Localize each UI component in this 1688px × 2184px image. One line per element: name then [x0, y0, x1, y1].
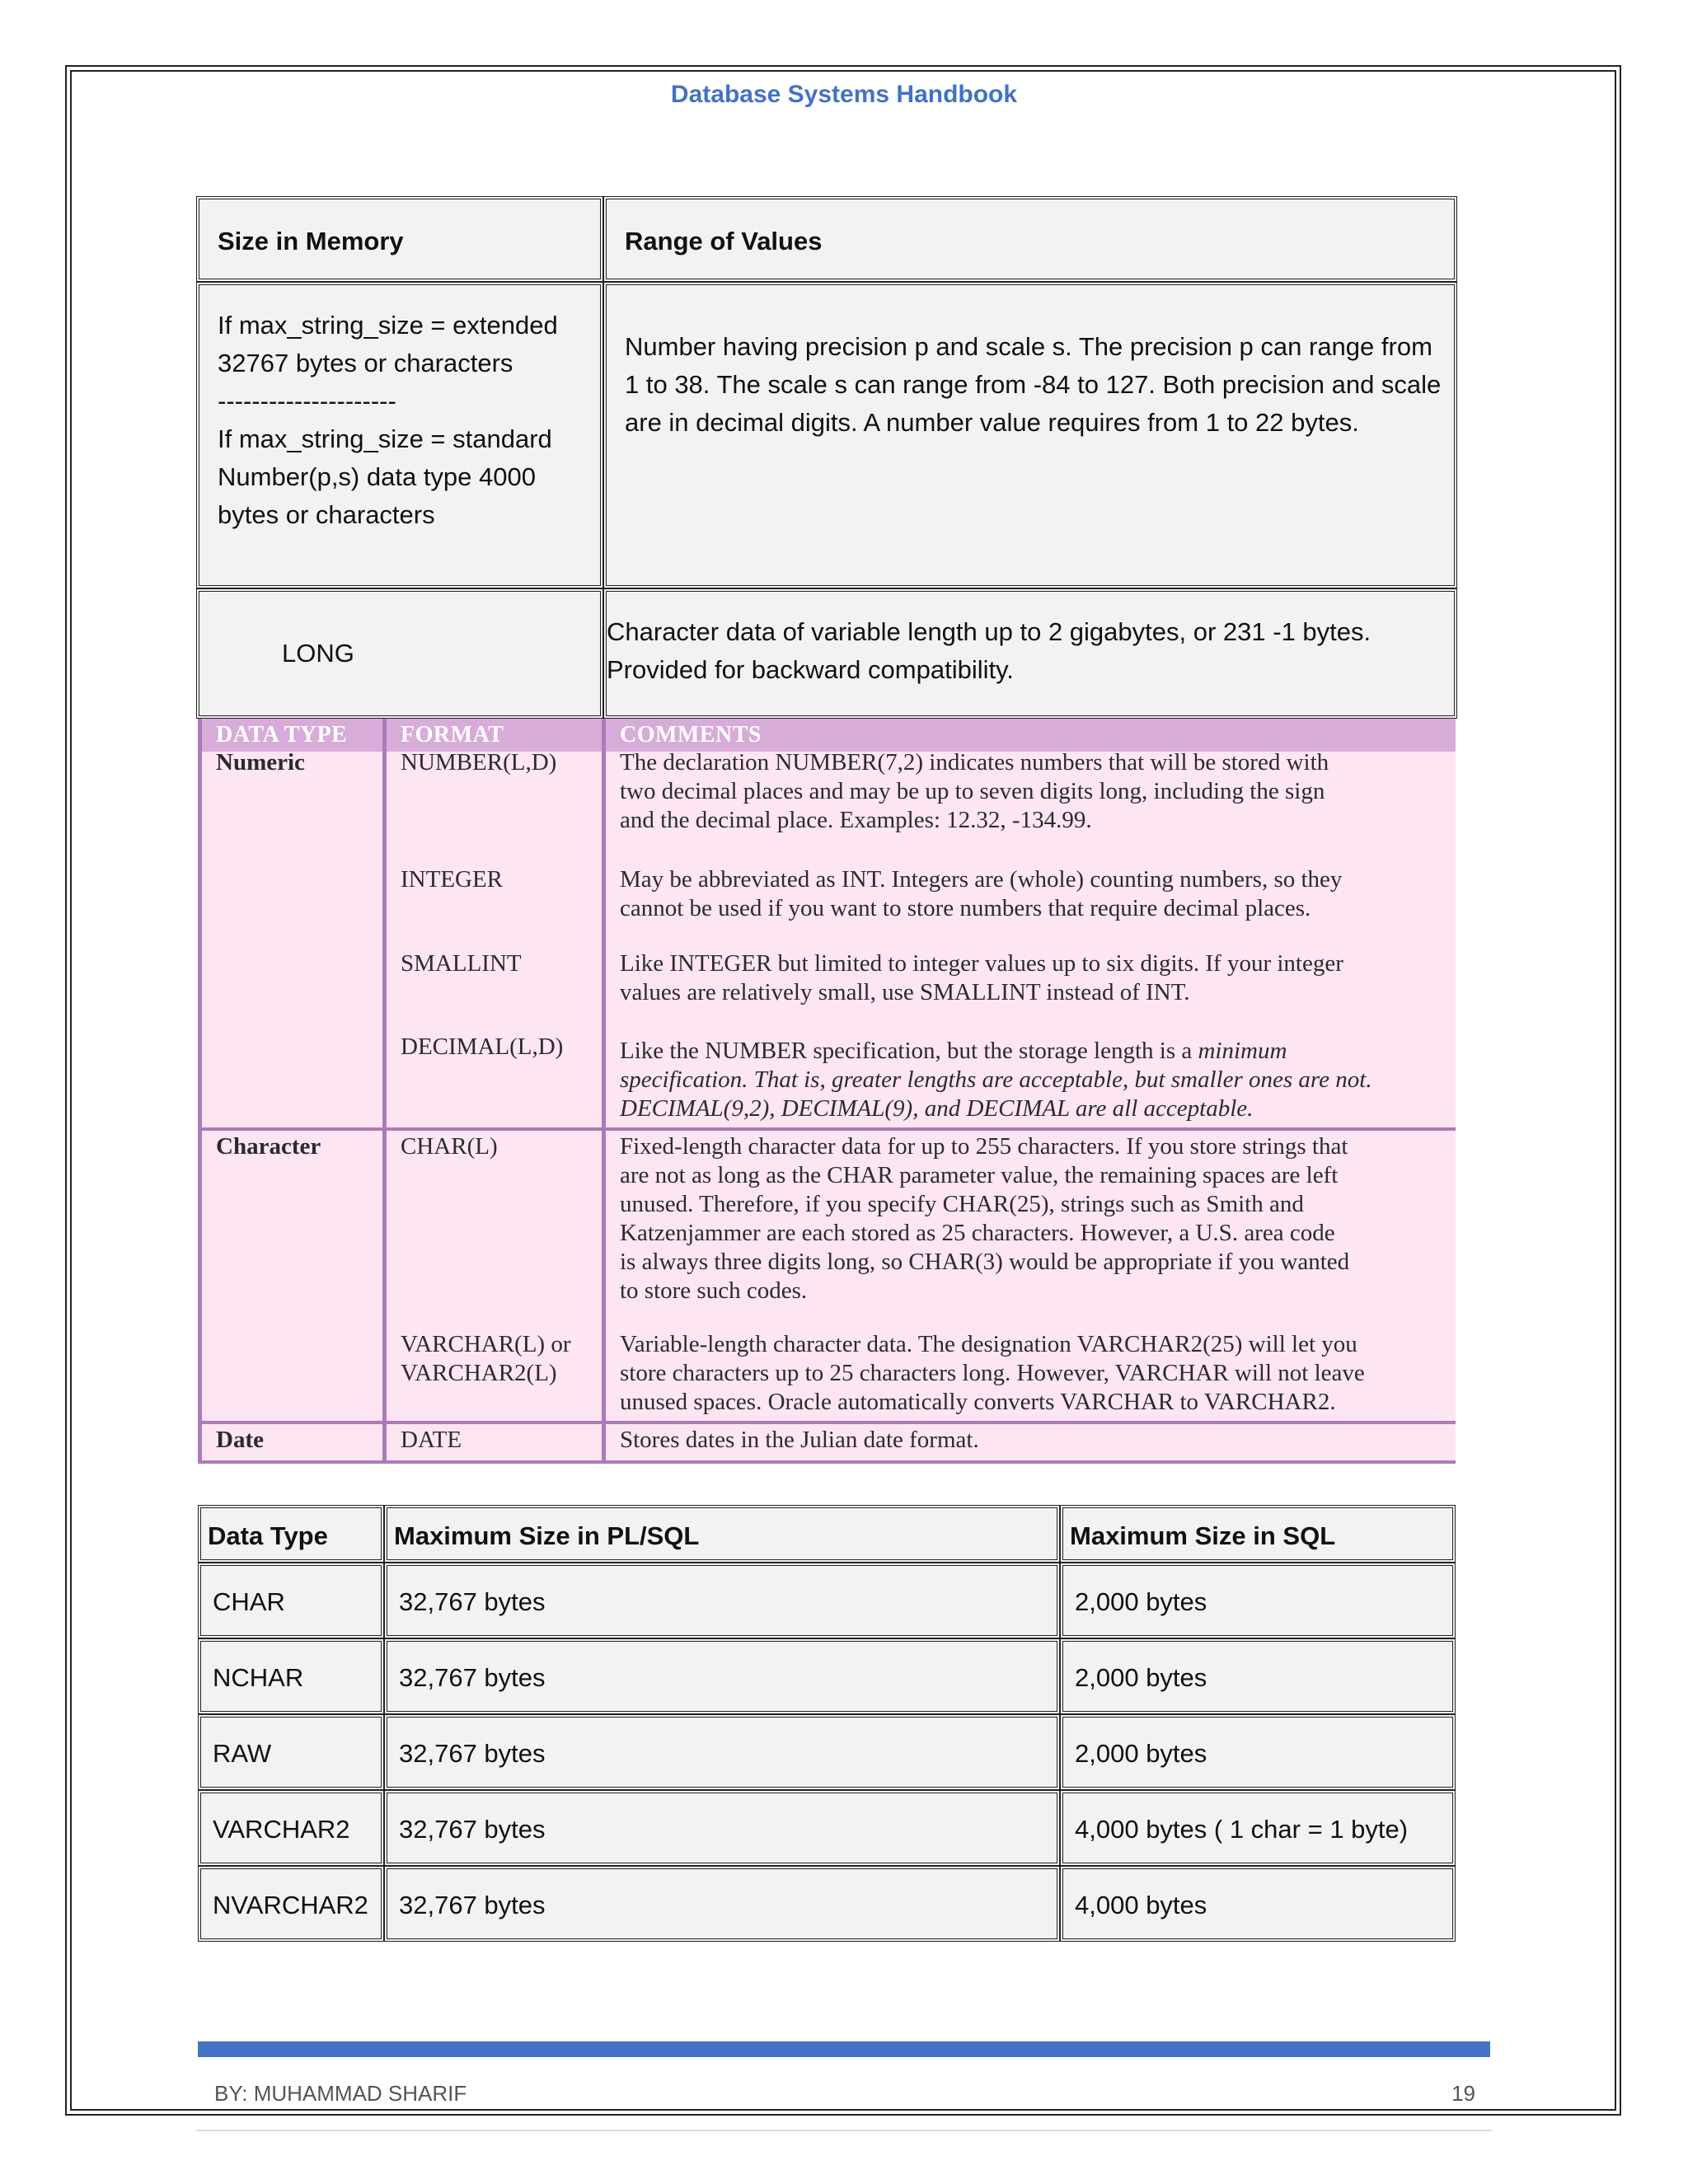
- table-row-varchar2-plsql: 32,767 bytes: [384, 1790, 1060, 1866]
- column-divider: [382, 719, 387, 1464]
- memory-line: If max_string_size = standard: [218, 424, 552, 453]
- format-smallint: SMALLINT: [401, 950, 522, 977]
- memory-line: bytes or characters: [218, 500, 435, 529]
- comment-varchar: Variable-length character data. The designation VARCHAR2(25) will let you store characters up to 25 characters long. However, VARCHAR will not leave unused spaces. Oracle automatically converts VARCHAR to VARCHAR2.: [620, 1331, 1365, 1415]
- table-row-nchar-plsql: 32,767 bytes: [384, 1638, 1060, 1714]
- column-divider: [198, 719, 202, 1464]
- comment-number: The declaration NUMBER(7,2) indicates numbers that will be stored with two decimal places and may be up to seven digits long, including the sign and the decimal place. Examples: 12.32, -134.99.: [620, 749, 1329, 833]
- type-character: Character: [216, 1133, 321, 1160]
- cell-range-number: [603, 282, 1457, 588]
- column-divider: [602, 719, 606, 1464]
- table-row-char-sql: 2,000 bytes: [1060, 1563, 1456, 1638]
- table-row-char-type: CHAR: [198, 1563, 384, 1638]
- comment-decimal: Like the NUMBER specification, but the storage length is a minimum specification. That is, greater lengths are acceptable, but smaller ones are not. DECIMAL(9,2), DECIMAL(9), and DECIMAL are all acceptable.: [620, 1038, 1372, 1122]
- memory-line: ---------------------: [218, 387, 396, 415]
- table-row-raw-plsql: 32,767 bytes: [384, 1714, 1060, 1790]
- row-divider: [198, 1460, 1456, 1464]
- type-numeric: Numeric: [216, 749, 305, 776]
- row-divider: [198, 1127, 1456, 1131]
- footer-accent-bar: [198, 2041, 1490, 2057]
- max-size-table: [198, 1505, 1456, 1942]
- table-row-varchar2-type: VARCHAR2: [198, 1790, 384, 1866]
- page-title: Database Systems Handbook: [670, 81, 1018, 108]
- range-line: Number having precision p and scale s. The precision p can range from: [625, 332, 1432, 361]
- table-row-nchar-sql: 2,000 bytes: [1060, 1638, 1456, 1714]
- table-row-nvarchar2-plsql: 32,767 bytes: [384, 1866, 1060, 1942]
- table-row-raw-type: RAW: [198, 1714, 384, 1790]
- comment-char: Fixed-length character data for up to 255 characters. If you store strings that are not as long as the CHAR parameter value, the remaining spaces are left unused. Therefore, if you specify CHAR(25), strings such as Smith and Katzenjammer are each stored as 25 characters. However, a U.S. area code is always three digits long, so CHAR(3) would be appropriate if you wanted to store such codes.: [620, 1133, 1350, 1304]
- header-data-type: DATA TYPE: [216, 722, 348, 748]
- data-type-format-table: [198, 719, 1456, 1464]
- type-date: Date: [216, 1427, 264, 1453]
- memory-line: Number(p,s) data type 4000: [218, 462, 536, 491]
- header-data-type: Data Type: [198, 1505, 384, 1563]
- memory-range-table: [196, 196, 1457, 719]
- footer-author: BY: MUHAMMAD SHARIF: [214, 2081, 467, 2106]
- format-decimal: DECIMAL(L,D): [401, 1033, 564, 1060]
- comment-date: Stores dates in the Julian date format.: [620, 1427, 979, 1453]
- header-max-plsql: Maximum Size in PL/SQL: [384, 1505, 1060, 1563]
- table-row-char-plsql: 32,767 bytes: [384, 1563, 1060, 1638]
- comment-smallint: Like INTEGER but limited to integer values up to six digits. If your integer values are relatively small, use SMALLINT instead of INT.: [620, 950, 1343, 1005]
- cell-memory-long: LONG: [196, 588, 603, 719]
- range-line: Character data of variable length up to 2 gigabytes, or 231 -1 bytes.: [607, 617, 1372, 646]
- table-row-nvarchar2-sql: 4,000 bytes: [1060, 1866, 1456, 1942]
- header-size-in-memory: Size in Memory: [196, 196, 603, 282]
- cell-range-long: [603, 588, 1457, 719]
- header-max-sql: Maximum Size in SQL: [1060, 1505, 1456, 1563]
- row-divider: [198, 1421, 1456, 1424]
- table-row-raw-sql: 2,000 bytes: [1060, 1714, 1456, 1790]
- format-varchar: VARCHAR(L) or VARCHAR2(L): [401, 1331, 571, 1386]
- table-row-varchar2-sql: 4,000 bytes ( 1 char = 1 byte): [1060, 1790, 1456, 1866]
- format-char: CHAR(L): [401, 1133, 498, 1160]
- range-line: Provided for backward compatibility.: [607, 655, 1014, 684]
- comment-integer: May be abbreviated as INT. Integers are (whole) counting numbers, so they cannot be used if you want to store numbers that require decimal places.: [620, 866, 1343, 921]
- header-range-of-values: Range of Values: [603, 196, 1457, 282]
- memory-line: If max_string_size = extended: [218, 311, 558, 340]
- format-integer: INTEGER: [401, 866, 504, 893]
- page-number: 19: [1451, 2081, 1475, 2106]
- format-date: DATE: [401, 1427, 462, 1453]
- range-line: are in decimal digits. A number value requires from 1 to 22 bytes.: [625, 408, 1359, 437]
- table-row-nvarchar2-type: NVARCHAR2: [198, 1866, 384, 1942]
- table-row-nchar-type: NCHAR: [198, 1638, 384, 1714]
- cell-memory-number: [196, 282, 603, 588]
- footer-divider: [196, 2130, 1492, 2131]
- header-comments: COMMENTS: [620, 722, 762, 748]
- memory-line: 32767 bytes or characters: [218, 349, 513, 377]
- range-line: 1 to 38. The scale s can range from -84 to 127. Both precision and scale: [625, 370, 1442, 399]
- header-format: FORMAT: [401, 722, 504, 748]
- format-number: NUMBER(L,D): [401, 749, 557, 776]
